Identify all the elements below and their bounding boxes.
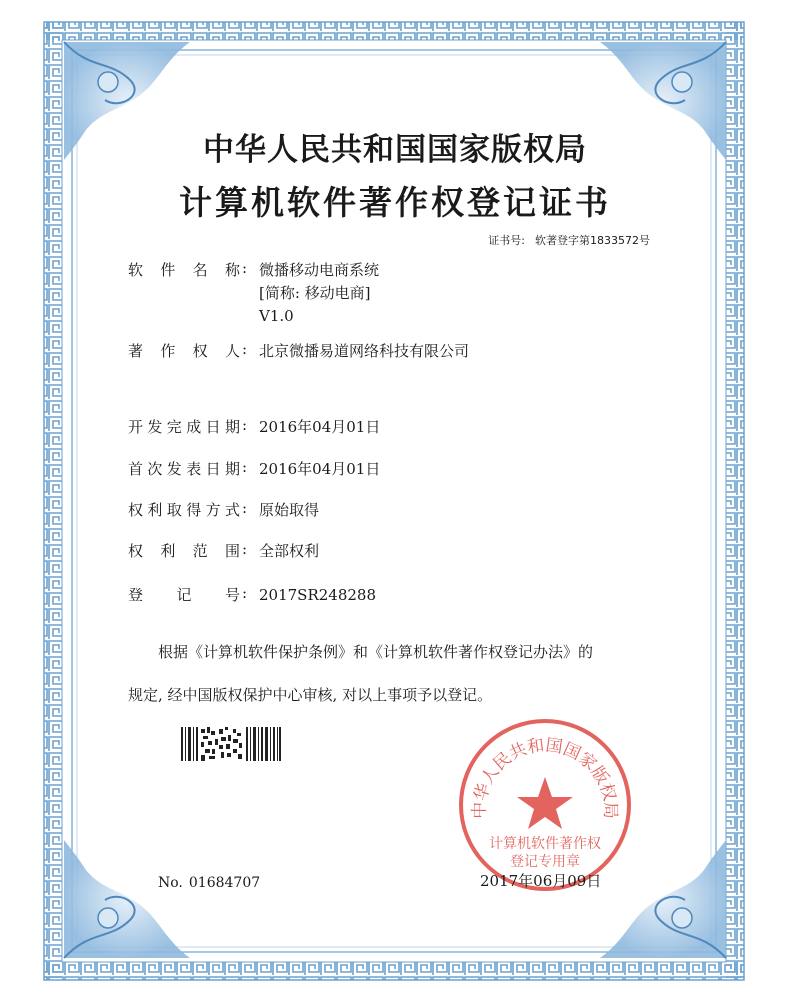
- seal-star-icon: [517, 777, 573, 829]
- field-label: 著作权人: [128, 342, 240, 360]
- serial-number: [158, 875, 260, 891]
- field-value: [简称: 移动电商]: [259, 284, 371, 302]
- field-colon: :: [242, 416, 248, 434]
- field-value: 2017SR248288: [259, 586, 377, 604]
- official-seal: [455, 715, 635, 895]
- field-label: 软件名称: [128, 261, 240, 279]
- seal-line-1: 计算机软件著作权: [489, 836, 601, 852]
- field-colon: :: [242, 540, 248, 558]
- field-value: 微播移动电商系统: [259, 261, 380, 279]
- field-colon: :: [242, 499, 248, 517]
- field-colon: :: [242, 458, 248, 476]
- field-label: 权利取得方式: [128, 501, 240, 519]
- seal-line-2: 登记专用章: [510, 854, 580, 870]
- field-value: 2016年04月01日: [259, 460, 381, 478]
- field-colon: :: [242, 340, 248, 358]
- certificate-number: [478, 232, 650, 248]
- issuing-authority-title: 中华人民共和国国家版权局: [203, 132, 587, 168]
- field-colon: :: [242, 259, 248, 277]
- serial-number-value: 01684707: [188, 875, 261, 891]
- field-label: 权利范围: [128, 542, 240, 560]
- certificate-number-value: 软著登字第1833572号: [535, 234, 650, 247]
- certificate-number-label: 证书号:: [488, 234, 525, 247]
- corner-ornament-bottom-left: [64, 840, 190, 958]
- field-value: 北京微播易道网络科技有限公司: [259, 342, 470, 360]
- serial-number-label: No.: [158, 875, 183, 891]
- field-value: 2016年04月01日: [259, 418, 381, 436]
- field-value: V1.0: [259, 307, 294, 325]
- field-label: 开发完成日期: [128, 418, 240, 436]
- statement-line-2: 规定, 经中国版权保护中心审核, 对以上事项予以登记。: [128, 686, 493, 704]
- field-colon: :: [242, 584, 248, 602]
- barcode-image: [181, 727, 281, 761]
- field-value: 原始取得: [259, 501, 320, 519]
- field-label: 首次发表日期: [128, 460, 240, 478]
- field-label: 登记号: [128, 586, 240, 604]
- certificate-title: 计算机软件著作权登记证书: [179, 183, 611, 222]
- field-value: 全部权利: [259, 542, 320, 560]
- seal-arc-text: 中华人民共和国国家版权局: [469, 735, 621, 819]
- statement-line-1: 根据《计算机软件保护条例》和《计算机软件著作权登记办法》的: [158, 643, 594, 661]
- issue-date: 2017年06月09日: [480, 872, 602, 890]
